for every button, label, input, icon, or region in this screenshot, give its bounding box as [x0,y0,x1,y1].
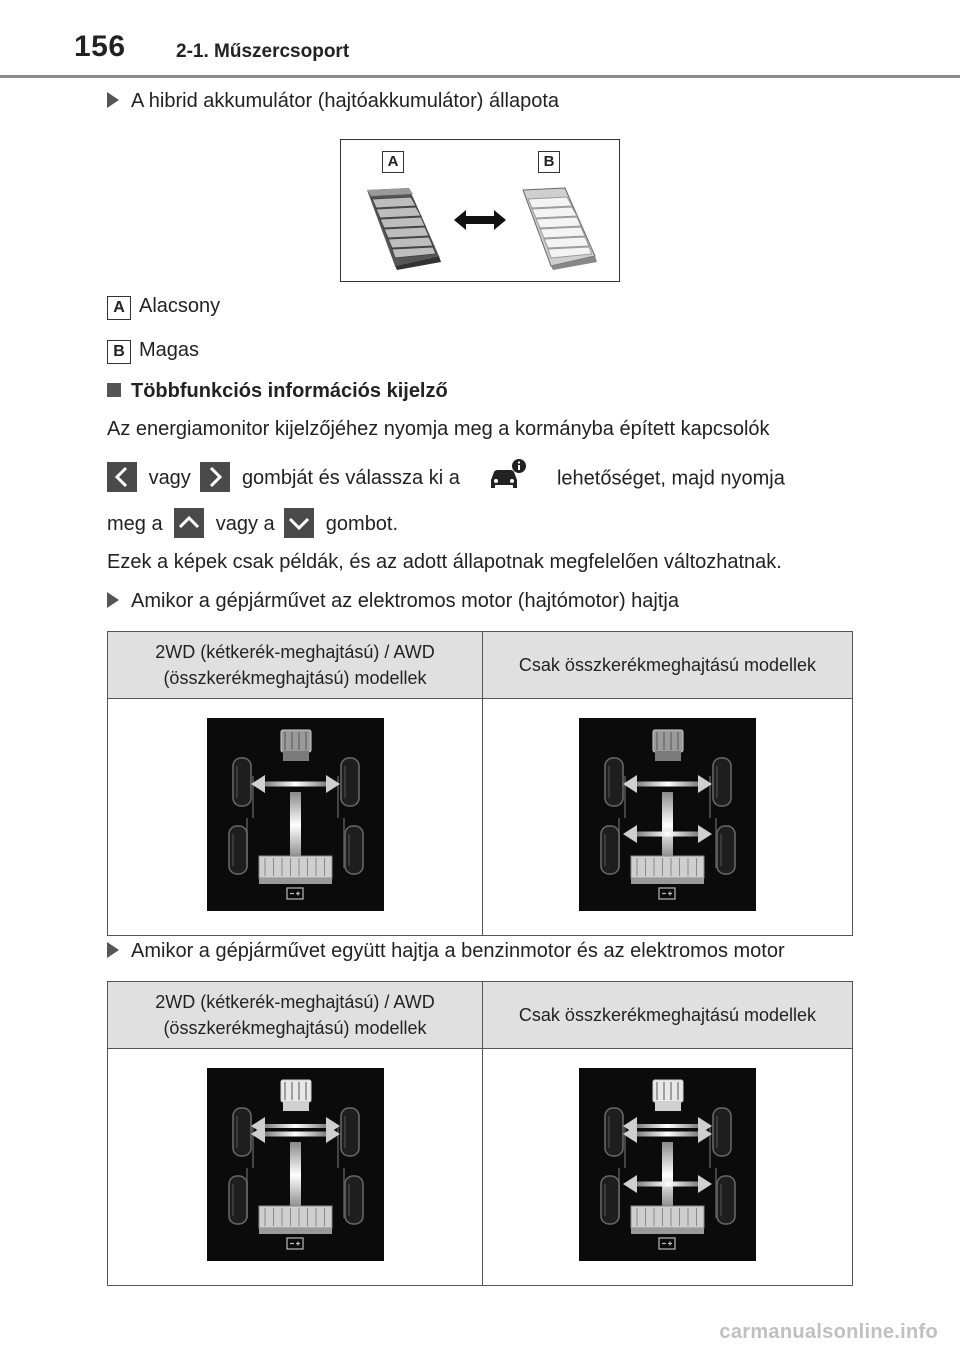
energy-monitor-awd-ev [579,718,756,911]
energy-monitor-2wd-hybrid [207,1068,384,1261]
low-battery-icon [363,184,443,270]
bullet-triangle-icon [107,592,119,608]
chevron-right-icon [200,462,230,492]
table2-col1-header: 2WD (kétkerék-meghajtású) / AWD (összkerékmeghajtású) modellek [108,982,483,1049]
table1-heading: Amikor a gépjárművet az elektromos motor (hajtómotor) hajtja [107,590,679,613]
car-info-icon [485,458,529,492]
table1-cell-awd [483,699,853,936]
table2-col2-header: Csak összkerékmeghajtású modellek [483,982,853,1049]
legend-key-b: B [107,340,131,364]
section-title: 2-1. Műszercsoport [176,41,350,62]
legend-key-a: A [107,296,131,320]
display-note: Ezek a képek csak példák, és az adott állapotnak megfelelően változhatnak. [107,551,782,573]
table1-col2-header: Csak összkerékmeghajtású modellek [483,632,853,699]
double-arrow-icon [454,208,506,232]
legend-low: A Alacsony [107,295,220,320]
legend-high: B Magas [107,339,199,364]
table2-cell-awd [483,1049,853,1286]
battery-state-heading: A hibrid akkumulátor (hajtóakkumulátor) állapota [107,90,559,113]
watermark: carmanualsonline.info [719,1321,938,1343]
battery-figure [340,139,620,282]
display-line-1: Az energiamonitor kijelzőjéhez nyomja meg a kormányba épített kapcsolók [107,418,770,440]
header-divider [0,75,960,78]
chevron-down-icon [284,508,314,538]
bullet-triangle-icon [107,92,119,108]
table1-col1-header: 2WD (kétkerék-meghajtású) / AWD (összkerékmeghajtású) modellek [108,632,483,699]
bullet-triangle-icon [107,942,119,958]
energy-monitor-2wd-ev [207,718,384,911]
table2-heading: Amikor a gépjárművet együtt hajtja a benzinmotor és az elektromos motor [107,940,785,963]
display-line-2: vagy gombját és válassza ki a lehetőséget, majd nyomja [107,462,785,496]
chevron-up-icon [174,508,204,538]
figure-label-b: B [538,151,560,173]
high-battery-icon [519,184,599,270]
chevron-left-icon [107,462,137,492]
figure-label-a: A [382,151,404,173]
energy-monitor-awd-hybrid [579,1068,756,1261]
display-heading: Többfunkciós információs kijelző [107,380,448,403]
table-hybrid-drive [107,981,853,1286]
page-number: 156 [74,30,126,63]
bullet-square-icon [107,383,121,397]
table2-cell-2wd [108,1049,483,1286]
display-line-3: meg a vagy a gombot. [107,510,398,540]
table1-cell-2wd [108,699,483,936]
table-electric-drive [107,631,853,936]
